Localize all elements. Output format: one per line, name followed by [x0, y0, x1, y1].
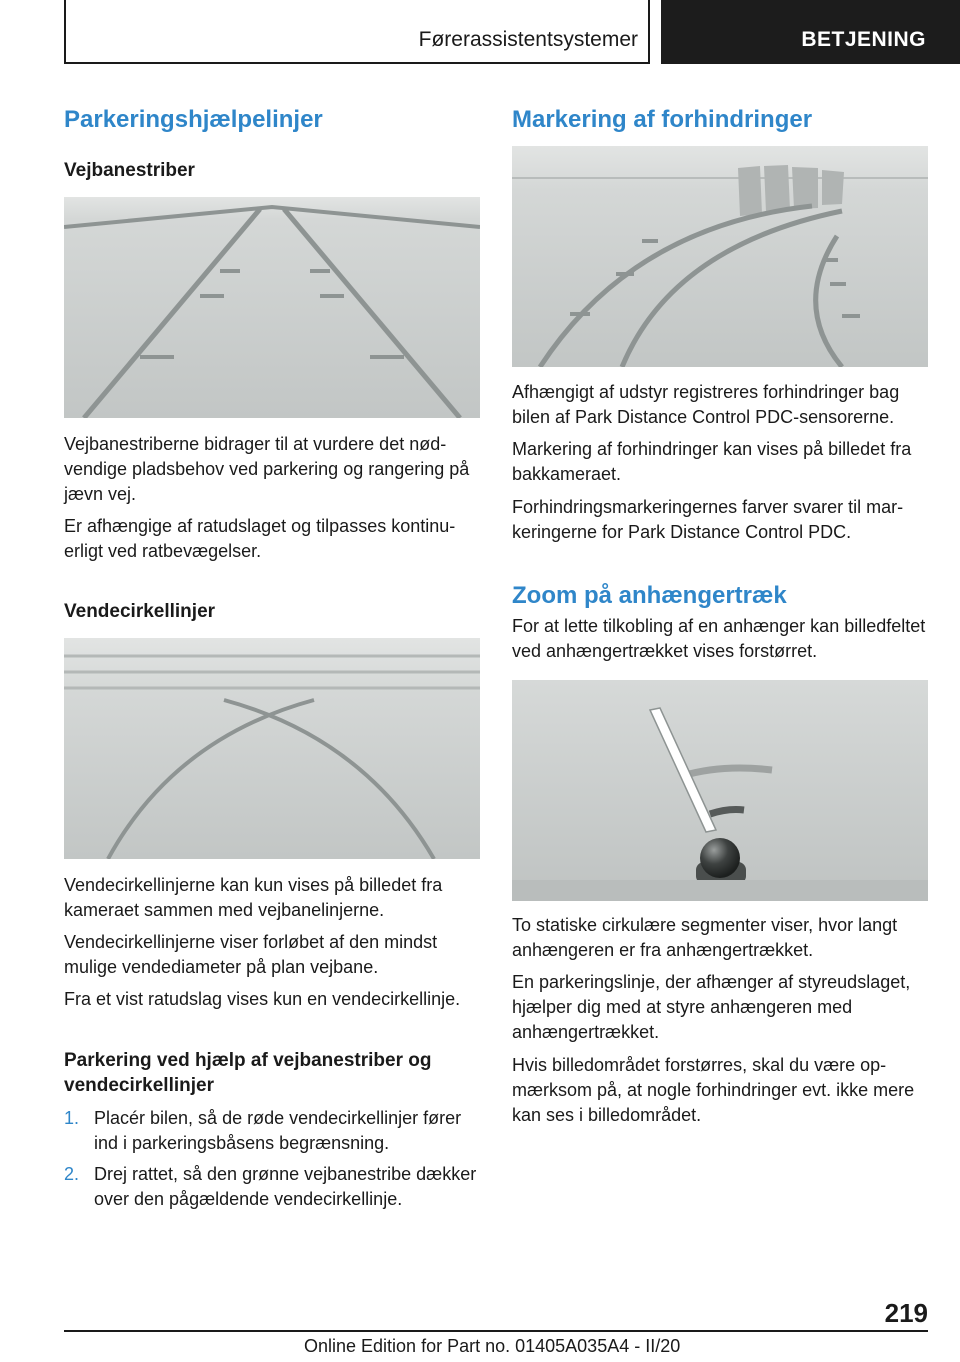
figure-turning-circle-lines [64, 638, 480, 859]
paragraph: Vendecirkellinjerne viser forløbet af den mindst mulige vendediameter på plan vejbane. [64, 932, 438, 977]
paragraph: Fra et vist ratudslag vises kun en vendecirkellinje. [64, 989, 461, 1009]
list-item-text: Drej rattet, så den grønne vejbanestribe dækker over den pågældende vendecirkellinje. [94, 1164, 477, 1209]
figure-towbar-zoom [512, 680, 928, 901]
paragraph: Vendecirkellinjerne kan kun vises på billedet fra kameraet sammen med vejbanelinjerne. [64, 875, 443, 920]
section-title-obstacle-marking: Markering af forhindringer [512, 106, 813, 133]
paragraph: Vejbanestriberne bidrager til at vurdere det nødvendige pladsbehov ved parkering og rangering på jævn vej. [64, 434, 470, 504]
paragraph: Forhindringsmarkeringernes farver svarer til markeringerne for Park Distance Control PDC. [512, 497, 904, 542]
paragraph: Er afhængige af ratudslaget og tilpasses kontinuerligt ved ratbevægelser. [64, 516, 456, 561]
list-item-number: 2. [64, 1164, 80, 1184]
subheading-lane-lines: Vejbanestriber [64, 160, 195, 181]
paragraph: Afhængigt af udstyr registreres forhindringer bag bilen af Park Distance Control PDC-sensorerne. [512, 382, 900, 427]
paragraph: To statiske cirkulære segmenter viser, hvor langt anhængeren er fra anhængertrækket. [512, 915, 898, 960]
figure-lane-lines [64, 197, 480, 418]
subheading-parking-procedure: Parkering ved hjælp af vejbanestriber og vendecirkellinjer [64, 1050, 432, 1096]
header-chapter-tab: BETJENING [661, 0, 960, 64]
paragraph: Markering af forhindringer kan vises på billedet fra bakkameraet. [512, 439, 912, 484]
section-title-zoom-towbar: Zoom på anhængertræk [512, 582, 787, 609]
list-item-text: Placér bilen, så de røde vendecirkellinjer fører ind i parkeringsbåsens begrænsning. [94, 1108, 462, 1153]
section-title-parking-lines: Parkeringshjælpelinjer [64, 106, 323, 133]
footer-rule [64, 1330, 928, 1332]
paragraph: Hvis billedområdet forstørres, skal du være opmærksom på, at nogle forhindringer evt. ikke mere kan ses i billedområdet. [512, 1055, 915, 1125]
list-item-number: 1. [64, 1108, 80, 1128]
paragraph: En parkeringslinje, der afhænger af styreudslaget, hjælper dig med at styre anhængeren med anhængertrækket. [512, 972, 911, 1042]
header-section-title: Førerassistentsystemer [418, 28, 638, 51]
page-number: 219 [884, 1298, 928, 1328]
paragraph: For at lette tilkobling af en anhænger kan billedfeltet ved anhængertrækket vises forstørret. [512, 616, 926, 661]
footer-edition-text: Online Edition for Part no. 01405A035A4 - II/20 [304, 1336, 681, 1356]
subheading-turning-circle-lines: Vendecirkellinjer [64, 601, 216, 622]
figure-obstacle-marking [512, 146, 928, 367]
